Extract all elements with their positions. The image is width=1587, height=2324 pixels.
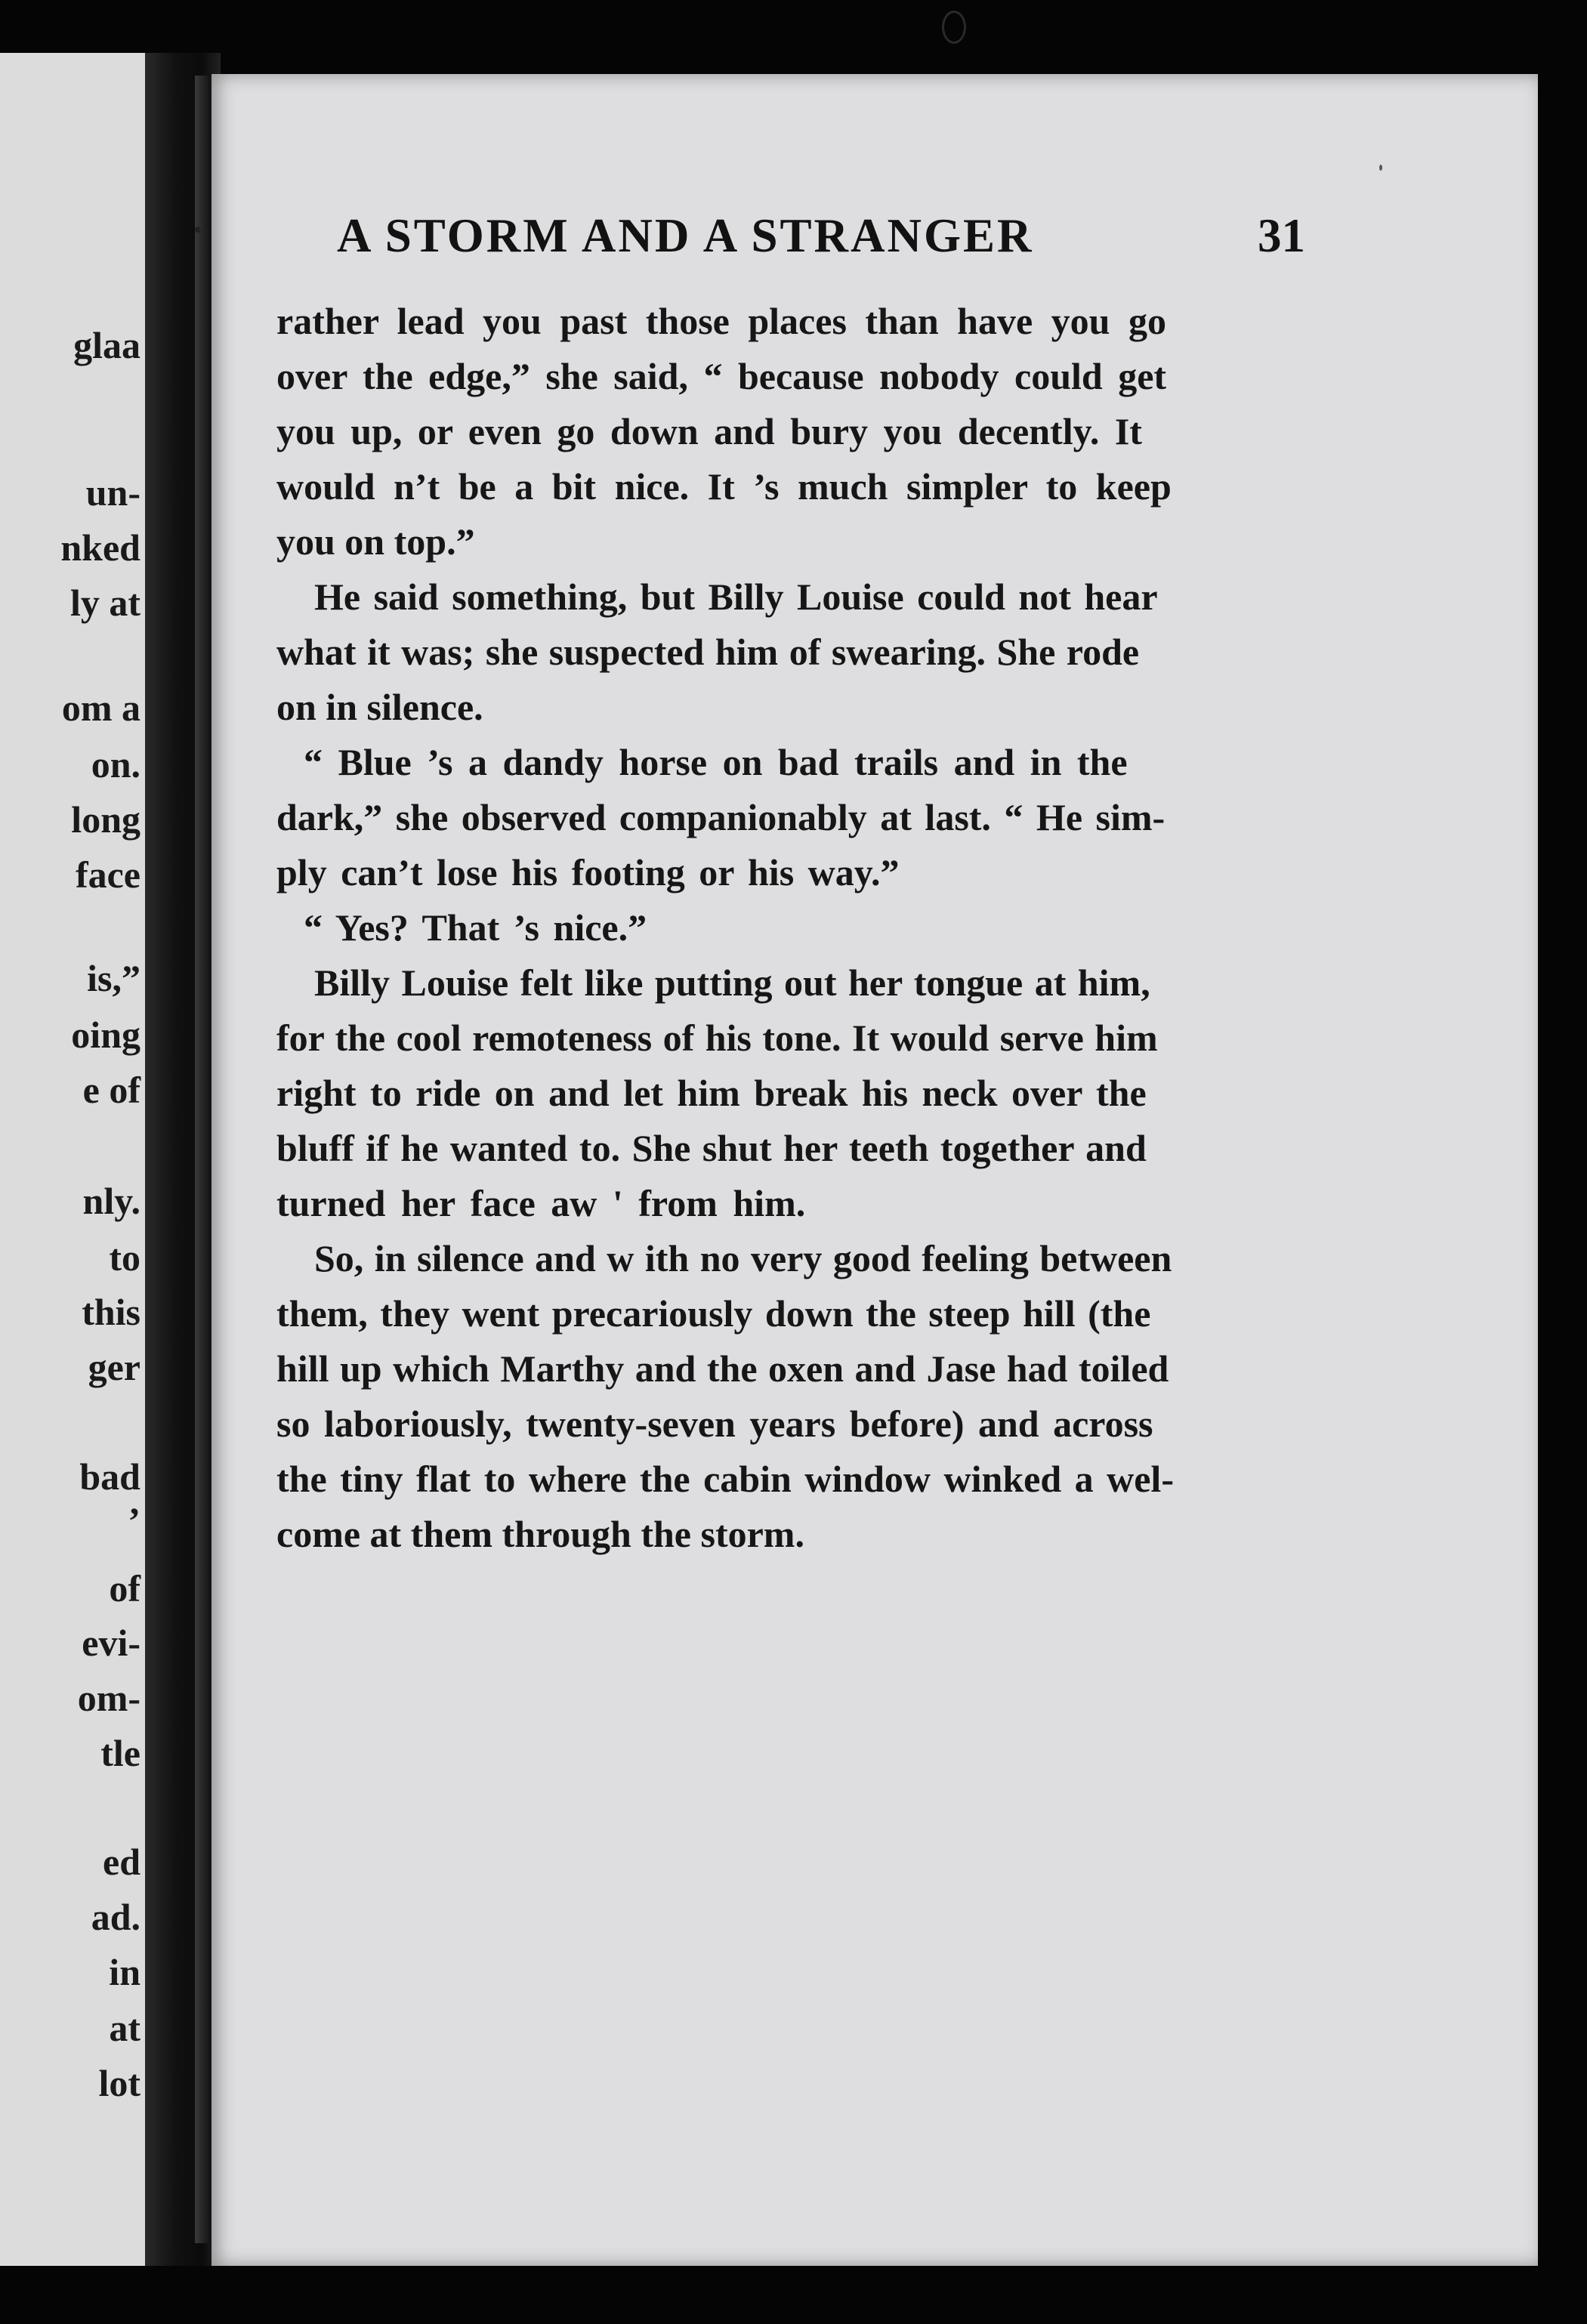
left-line-fragment: oing <box>71 1014 140 1056</box>
left-line-fragment: nly. <box>82 1180 140 1222</box>
left-line-fragment: to <box>109 1236 140 1279</box>
left-line-fragment: ad. <box>91 1896 140 1938</box>
text-line: Billy Louise felt like putting out her tongue at him, <box>314 961 1150 1004</box>
text-line: you on top.” <box>276 520 475 563</box>
text-line: you up, or even go down and bury you decently. It <box>276 410 1142 452</box>
left-line-fragment: in <box>109 1951 140 1993</box>
book-binding-gutter <box>145 53 221 2266</box>
text-line: So, in silence and w ith no very good feeling between <box>314 1237 1172 1279</box>
text-line: would n’t be a bit nice. It ’s much simpler to keep <box>276 465 1172 508</box>
text-line: on in silence. <box>276 686 483 728</box>
left-line-fragment: lot <box>98 2062 140 2104</box>
text-line: He said something, but Billy Louise could not hear <box>314 576 1158 618</box>
text-line: come at them through the storm. <box>276 1513 804 1555</box>
text-line: for the cool remoteness of his tone. It would serve him <box>276 1017 1158 1059</box>
left-line-fragment: bad <box>79 1455 140 1498</box>
book-page <box>211 74 1538 2266</box>
page-number: 31 <box>1258 209 1305 262</box>
page-content <box>242 74 1518 2266</box>
text-line: “ Yes? That ’s nice.” <box>304 906 647 949</box>
text-line: dark,” she observed companionably at last. “ He sim- <box>276 796 1166 838</box>
text-line: what it was; she suspected him of swearing. She rode <box>276 631 1140 673</box>
left-line-fragment: ed <box>103 1841 140 1883</box>
left-line-fragment: face <box>75 853 140 896</box>
left-line-fragment: ly at <box>69 582 140 624</box>
text-line: so laboriously, twenty-seven years before) and across <box>276 1403 1153 1445</box>
left-line-fragment: un- <box>85 471 140 514</box>
scan-speck <box>1379 165 1382 171</box>
left-line-fragment: nked <box>60 526 140 569</box>
left-line-fragment: tle <box>100 1732 140 1774</box>
text-line: them, they went precariously down the steep hill (the <box>276 1292 1151 1335</box>
gutter-edge <box>195 76 208 2243</box>
left-line-fragment: on. <box>91 743 140 785</box>
scan-speck <box>195 227 201 233</box>
left-line-fragment: at <box>109 2007 140 2049</box>
chapter-title: A STORM AND A STRANGER <box>337 209 1034 262</box>
left-line-fragment: this <box>82 1291 140 1333</box>
text-line: turned her face aw ' from him. <box>276 1182 806 1224</box>
text-line: the tiny flat to where the cabin window winked a wel- <box>276 1458 1174 1500</box>
previous-page-fragment <box>0 53 145 2266</box>
left-line-fragment: om- <box>77 1677 140 1719</box>
running-head <box>242 208 1518 269</box>
left-line-fragment: e of <box>82 1069 140 1111</box>
left-line-fragment: of <box>109 1567 140 1610</box>
left-line-fragment: evi- <box>82 1622 140 1664</box>
left-line-fragment: long <box>71 798 140 841</box>
text-line: rather lead you past those places than have you go <box>276 300 1166 342</box>
left-line-fragment: glaa <box>73 324 140 366</box>
text-line: hill up which Marthy and the oxen and Jase had toiled <box>276 1347 1169 1390</box>
text-line: ply can’t lose his footing or his way.” <box>276 851 900 893</box>
text-line: over the edge,” she said, “ because nobody could get <box>276 355 1167 397</box>
left-line-fragment: om a <box>61 687 140 729</box>
text-line: “ Blue ’s a dandy horse on bad trails and in the <box>304 741 1128 783</box>
text-line: right to ride on and let him break his neck over the <box>276 1072 1147 1114</box>
left-line-fragment: ’ <box>128 1499 140 1542</box>
text-line: bluff if he wanted to. She shut her teeth together and <box>276 1127 1147 1169</box>
left-line-fragment: is,” <box>87 957 140 999</box>
scan-speck <box>942 11 966 44</box>
left-line-fragment: ger <box>88 1346 140 1388</box>
